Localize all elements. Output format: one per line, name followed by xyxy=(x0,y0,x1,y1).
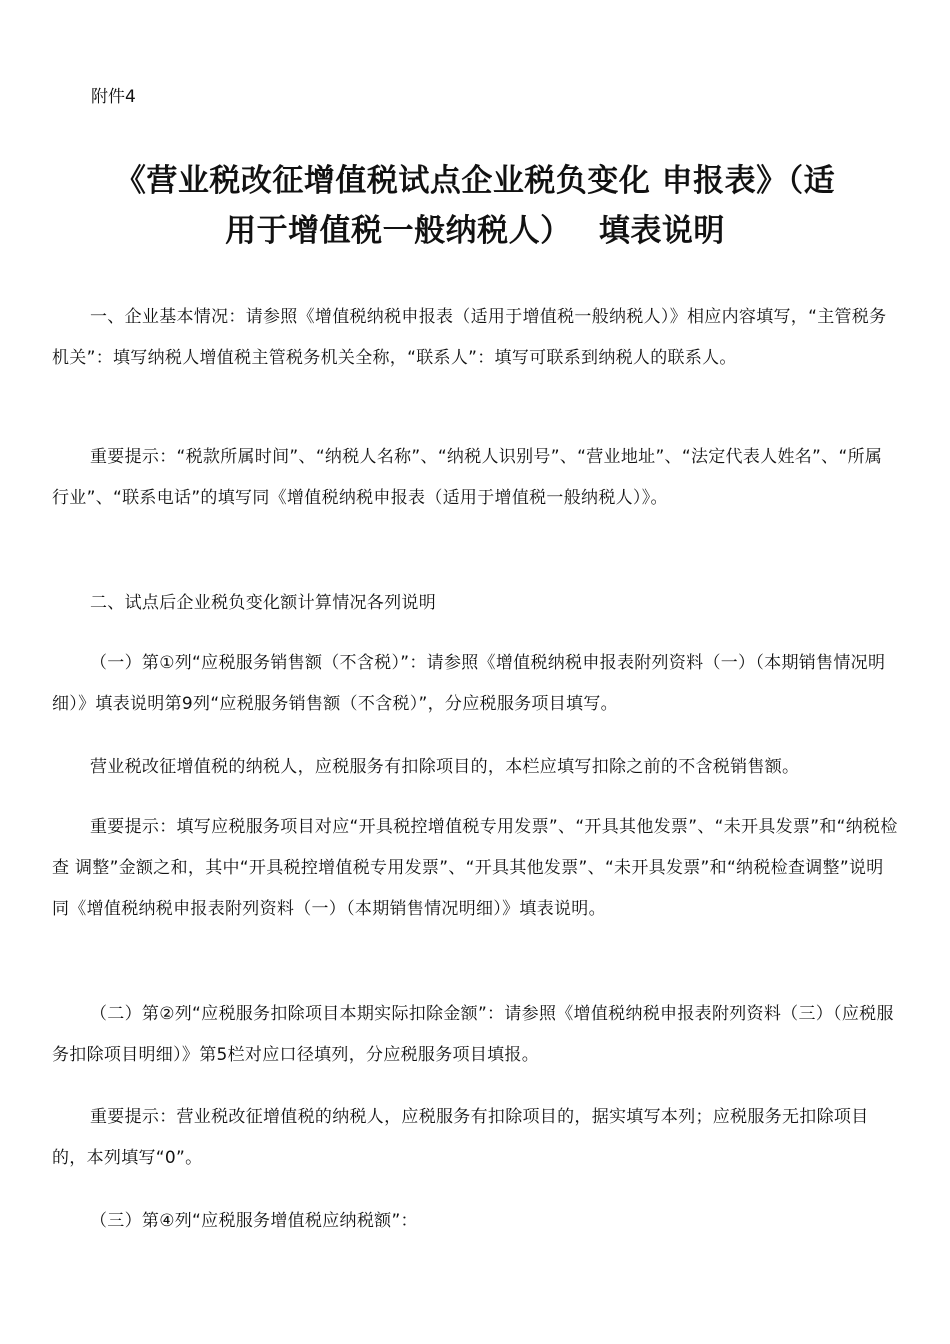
column-1-important-note: 重要提示：填写应税服务项目对应“开具税控增值税专用发票”、“开具其他发票”、“未开具发票”和“纳税检查 调整”金额之和，其中“开具税控增值税专用发票”、“开具其他发票”、“未开具发票”和“纳税检查调整”说明同《增值税纳税申报表附列资料（一）（本期销售情况明细）》填表说明。 xyxy=(52,817,898,919)
column-1-note: 营业税改征增值税的纳税人，应税服务有扣除项目的，本栏应填写扣除之前的不含税销售额。 xyxy=(90,757,800,777)
attachment-label: 附件4 xyxy=(91,87,136,107)
basic-info-paragraph: 一、企业基本情况：请参照《增值税纳税申报表（适用于增值税一般纳税人）》相应内容填写，“主管税务机关”：填写纳税人增值税主管税务机关全称，“联系人”：填写可联系到纳税人的联系人。 xyxy=(52,307,887,368)
basic-info-important-note: 重要提示：“税款所属时间”、“纳税人名称”、“纳税人识别号”、“营业地址”、“法定代表人姓名”、“所属行业”、“联系电话”的填写同《增值税纳税申报表（适用于增值税一般纳税人）》。 xyxy=(52,447,883,508)
column-2-important-note: 重要提示：营业税改征增值税的纳税人，应税服务有扣除项目的，据实填写本列；应税服务无扣除项目的，本列填写“0”。 xyxy=(52,1107,869,1168)
title-line-1: 《营业税改征增值税试点企业税负变化 申报表》（适 xyxy=(114,163,836,199)
document-title xyxy=(52,156,898,256)
column-2-description: （二）第②列“应税服务扣除项目本期实际扣除金额”：请参照《增值税纳税申报表附列资料（三）（应税服务扣除项目明细）》第5栏对应口径填列，分应税服务项目填报。 xyxy=(52,1004,894,1065)
column-1-description: （一）第①列“应税服务销售额（不含税）”：请参照《增值税纳税申报表附列资料（一）（本期销售情况明细）》填表说明第9列“应税服务销售额（不含税）”，分应税服务项目填写。 xyxy=(52,653,886,714)
column-4-description: （三）第④列“应税服务增值税应纳税额”： xyxy=(90,1211,418,1231)
section-2-heading: 二、试点后企业税负变化额计算情况各列说明 xyxy=(90,593,436,613)
title-line-2: 用于增值税一般纳税人） 填表说明 xyxy=(225,213,725,249)
